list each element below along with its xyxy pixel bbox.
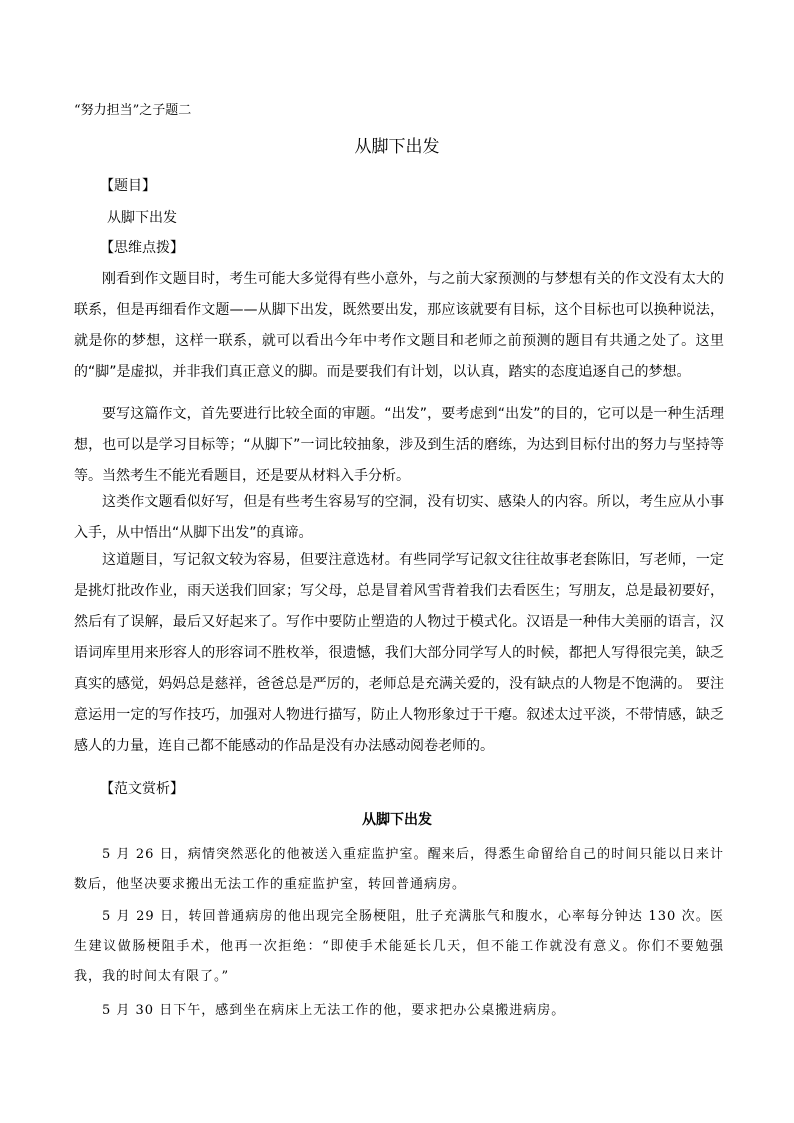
topic-label: 【题目】	[100, 178, 156, 194]
analysis-paragraph-2: 要写这篇作文，首先要进行比较全面的审题。“出发”，要考虑到“出发”的目的，它可以是一种生活理想，也可以是学习目标等；“从脚下”一词比较抽象，涉及到生活的磨练，为达到目标付出的努力与坚持等等。当然考生不能光看题目，还是要从材料入手分析。	[74, 406, 724, 484]
analysis-paragraph-1: 刚看到作文题目时，考生可能大多觉得有些小意外，与之前大家预测的与梦想有关的作文没有太大的联系，但是再细看作文题——从脚下出发，既然要出发，那应该就要有目标，这个目标也可以换种说法，就是你的梦想，这样一联系，就可以看出今年中考作文题目和老师之前预测的题目有共通之处了。这里的“脚”是虚拟，并非我们真正意义的脚。而是要我们有计划，以认真，踏实的态度追逐自己的梦想。	[74, 271, 724, 380]
analysis-paragraph-3: 这类作文题看似好写，但是有些考生容易写的空洞，没有切实、感染人的内容。所以，考生应从小事入手，从中悟出“从脚下出发”的真谛。	[74, 494, 724, 541]
sample-paragraph-2: 5 月 29 日，转回普通病房的他出现完全肠梗阻，肚子充满胀气和腹水，心率每分钟达 130 次。医生建议做肠梗阻手术，他再一次拒绝：“即使手术能延长几天，但不能工作就没有意义。你们不要勉强我，我的时间太有限了。”	[74, 909, 724, 984]
analysis-paragraph-4: 这道题目，写记叙文较为容易，但要注意选材。有些同学写记叙文往往故事老套陈旧，写老师，一定是挑灯批改作业，雨天送我们回家；写父母，总是冒着风雪背着我们去看医生；写朋友，总是最初要好，然后有了误解，最后又好起来了。写作中要防止塑造的人物过于模式化。汉语是一种伟大美丽的语言，汉语词库里用来形容人的形容词不胜枚举，很遗憾，我们大部分同学写人的时候，都把人写得很完美，缺乏真实的感觉，妈妈总是慈祥，爸爸总是严厉的，老师总是充满关爱的，没有缺点的人物是不饱满的。 要注意运用一定的写作技巧，加强对人物进行描写，防止人物形象过于干瘪。叙述太过平淡，不带情感，缺乏感人的力量，连自己都不能感动的作品是没有办法感动阅卷老师的。	[74, 552, 724, 754]
sample-paragraph-3: 5 月 30 日下午，感到坐在病床上无法工作的他，要求把办公桌搬进病房。	[102, 1003, 566, 1018]
page-title: 从脚下出发	[354, 137, 440, 157]
sample-label: 【范文赏析】	[100, 781, 184, 797]
sample-paragraph-1: 5 月 26 日，病情突然恶化的他被送入重症监护室。醒来后，得悉生命留给自己的时间只能以日来计数后，他坚决要求搬出无法工作的重症监护室，转回普通病房。	[74, 847, 724, 892]
topic-text: 从脚下出发	[107, 210, 177, 226]
thinking-label: 【思维点拨】	[100, 240, 184, 256]
sample-essay-title: 从脚下出发	[362, 812, 432, 828]
series-title: “努力担当”之子题二	[74, 103, 192, 118]
